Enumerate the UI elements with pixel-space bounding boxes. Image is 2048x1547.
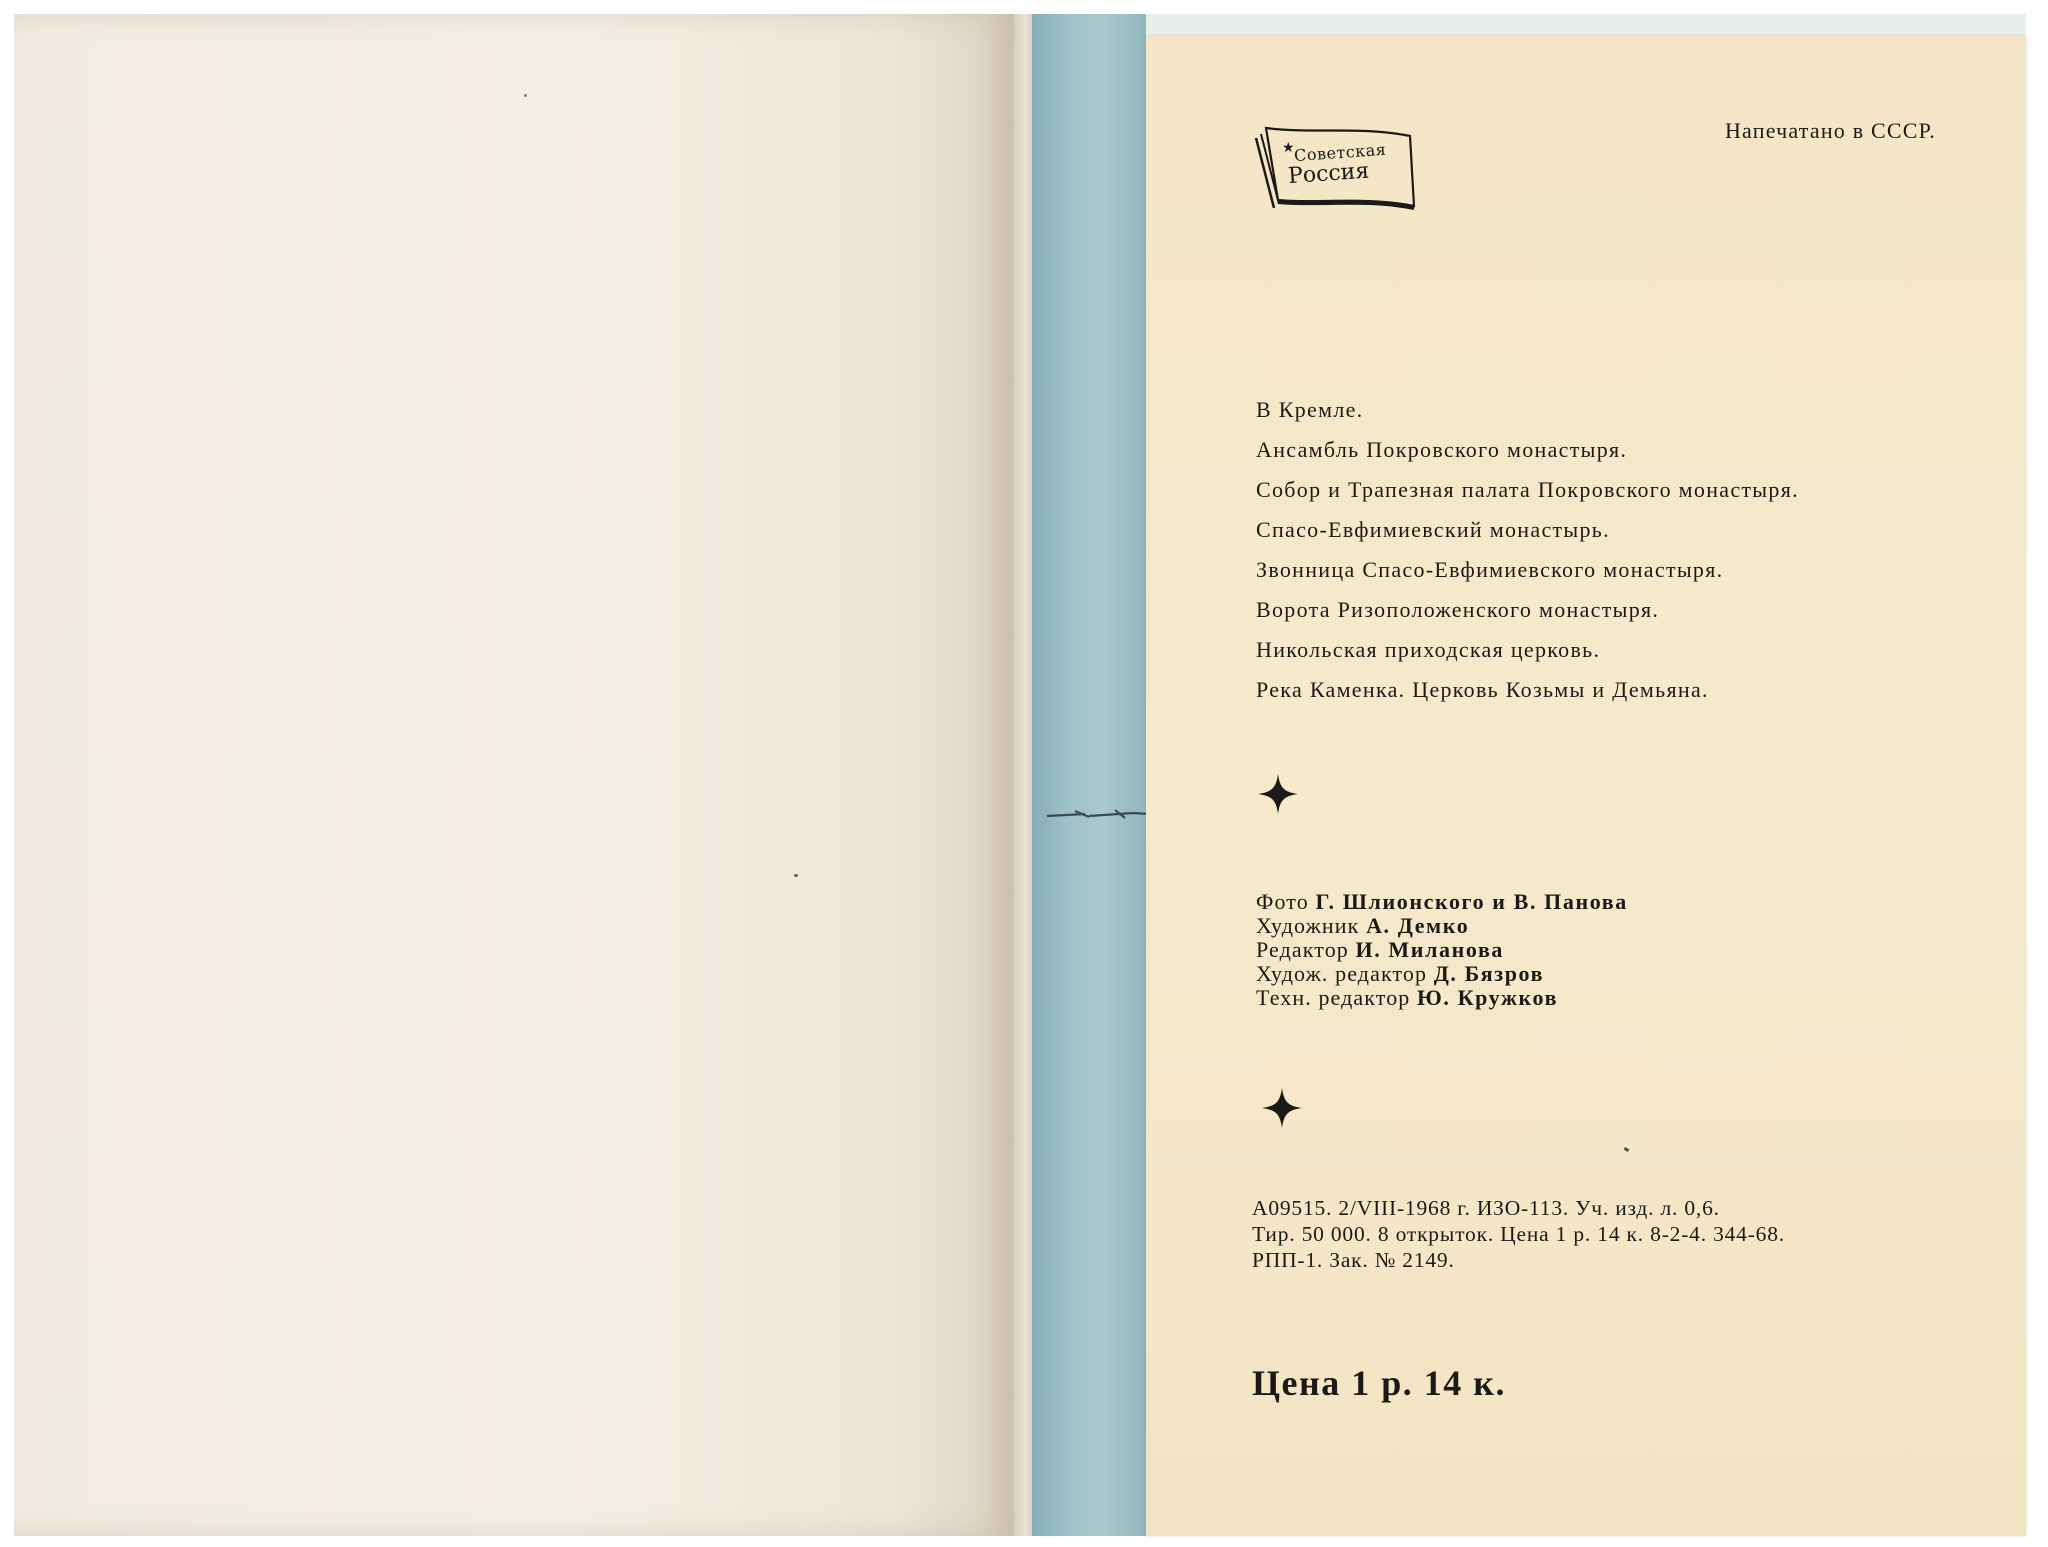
credit-line	[1256, 938, 1976, 962]
cover-top-edge	[1146, 14, 2026, 36]
contents-item: Ворота Ризоположенского монастыря.	[1256, 597, 1660, 622]
imprint-line: А09515. 2/VIII-1968 г. ИЗО-113. Уч. изд. л. 0,6.	[1252, 1196, 1720, 1220]
credit-line	[1256, 986, 1976, 1010]
contents-item: В Кремле.	[1256, 397, 1364, 422]
credits-block	[1256, 890, 1976, 1010]
paper-speck	[794, 874, 798, 877]
contents-item: Никольская приходская церковь.	[1256, 637, 1601, 662]
credit-role: Техн. редактор	[1256, 985, 1411, 1010]
star-ornament-icon	[1256, 772, 1300, 816]
contents-item: Спасо-Евфимиевский монастырь.	[1256, 517, 1610, 542]
price-label: Цена 1 р. 14 к.	[1252, 1363, 1506, 1403]
paper-speck	[524, 94, 527, 97]
star-ornament-icon	[1260, 1086, 1304, 1130]
blue-cover-strip	[1032, 14, 1150, 1536]
credit-name: Г. Шлионского и В. Панова	[1315, 889, 1628, 914]
credit-role: Редактор	[1256, 937, 1349, 962]
contents-item: Река Каменка. Церковь Козьмы и Демьяна.	[1256, 677, 1709, 702]
credit-role: Художник	[1256, 913, 1360, 938]
credit-line	[1256, 914, 1976, 938]
credit-name: Ю. Кружков	[1417, 985, 1559, 1010]
printed-in-ussr: Напечатано в СССР.	[1724, 118, 1936, 143]
logo-text-line2: Россия	[1287, 158, 1371, 190]
credit-name: И. Миланова	[1355, 937, 1505, 962]
postcard-contents-list	[1256, 390, 1996, 710]
contents-item: Собор и Трапезная палата Покровского монастыря.	[1256, 477, 1799, 502]
binding-staple	[1045, 808, 1150, 822]
credit-line	[1256, 962, 1976, 986]
credit-role: Фото	[1256, 889, 1309, 914]
imprint-block	[1252, 1195, 2012, 1273]
logo-text-line1: Советская	[1293, 139, 1387, 166]
contents-item: Ансамбль Покровского монастыря.	[1256, 437, 1628, 462]
contents-item: Звонница Спасо-Евфимиевского монастыря.	[1256, 557, 1724, 582]
credit-role: Худож. редактор	[1256, 961, 1428, 986]
credit-name: А. Демко	[1366, 913, 1470, 938]
imprint-line: Тир. 50 000. 8 открыток. Цена 1 р. 14 к. 8-2-4. 344-68.	[1252, 1222, 1785, 1246]
left-blank-page	[14, 14, 1014, 1536]
credit-name: Д. Бязров	[1433, 961, 1545, 986]
credit-line	[1256, 890, 1976, 914]
imprint-line: РПП-1. Зак. № 2149.	[1252, 1248, 1455, 1272]
svg-text:★: ★	[1282, 140, 1295, 156]
publisher-logo	[1252, 124, 1418, 214]
